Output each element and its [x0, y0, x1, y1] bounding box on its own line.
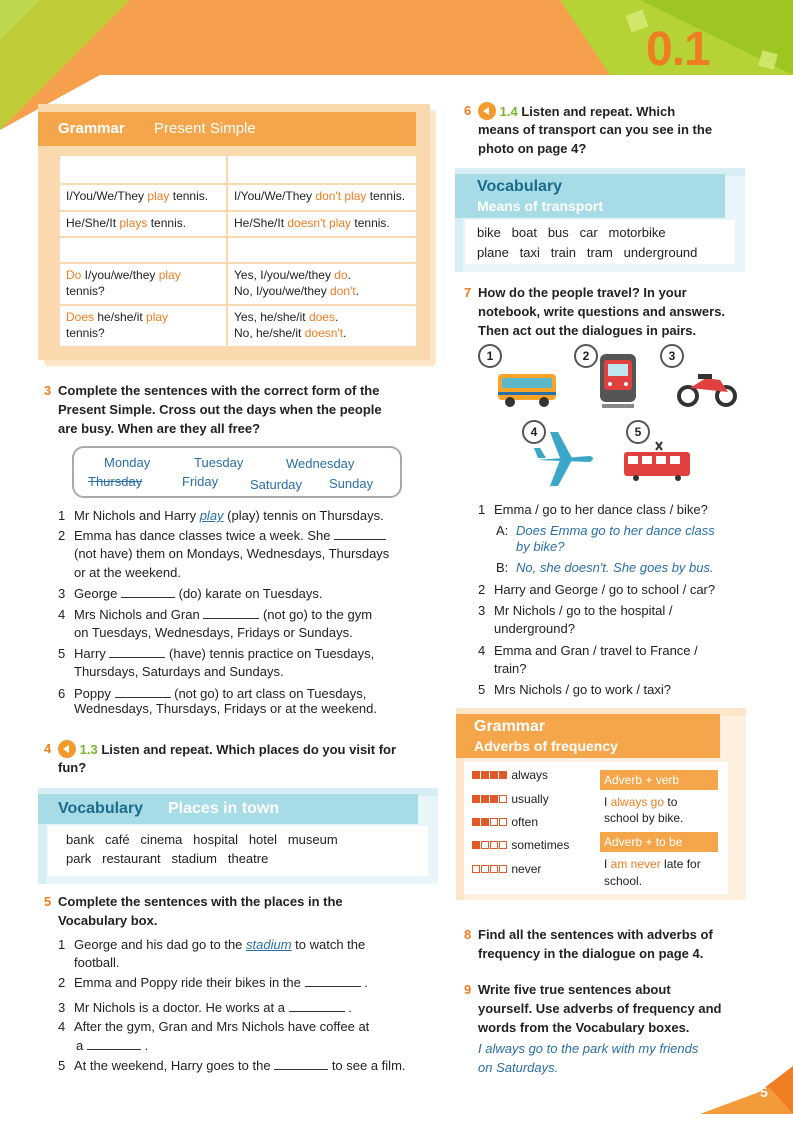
adverb-always: always	[472, 768, 548, 782]
vocab-transport-row-2: plane taxi train tram underground	[477, 245, 698, 260]
day-friday: Friday	[182, 474, 219, 489]
unit-number: 0.1	[646, 23, 710, 76]
page-number: 5	[760, 1084, 768, 1100]
day-tuesday: Tuesday	[194, 455, 244, 470]
question-row-2: Does he/she/it play tennis?	[60, 306, 226, 346]
question-row-1: Do I/you/we/they play tennis?	[60, 264, 226, 304]
tram-icon	[622, 440, 694, 482]
transport-pictures	[470, 340, 760, 490]
neg-row-1: I/You/We/They don't play tennis.	[228, 185, 416, 210]
pic-label-1: 1	[478, 344, 502, 368]
aff-row-1: I/You/We/They play tennis.	[60, 185, 226, 210]
exercise-5: 5 Complete the sentences with the places in the Vocabulary box.	[44, 894, 343, 928]
adverb-tobe-example: I am never late for school.	[604, 857, 701, 888]
adverbs-title: Grammar	[474, 718, 546, 735]
vocab-places-title: Vocabulary	[58, 800, 144, 817]
day-wednesday: Wednesday	[286, 456, 355, 471]
exercise-8: 8 Find all the sentences with adverbs of frequency in the dialogue on page 4.	[464, 927, 713, 961]
exercise-9: 9 Write five true sentences about yourself. Use adverbs of frequency and words from the Vocabulary boxes.	[464, 982, 722, 1035]
short-answer-row-2: Yes, he/she/it does. No, he/she/it doesn't.	[228, 306, 416, 346]
days-box	[72, 446, 402, 498]
question-header: ?	[60, 238, 226, 262]
grammar-title: Grammar	[58, 120, 125, 137]
day-sunday: Sunday	[329, 476, 374, 491]
motorbike-icon	[676, 368, 738, 408]
vocab-transport-title: Vocabulary	[477, 178, 563, 195]
adverb-never: never	[472, 862, 541, 876]
short-answers-header: Short answers	[228, 238, 416, 262]
grammar-present-simple-box	[38, 104, 436, 366]
train-icon	[598, 352, 638, 412]
vocab-transport-box	[455, 168, 745, 272]
page-corner	[680, 1066, 793, 1114]
grammar-subtitle: Present Simple	[154, 120, 256, 137]
exercise-9-answer: I always go to the park with my friends on Saturdays.	[478, 1041, 699, 1075]
short-answer-row-1: Yes, I/you/we/they do. No, I/you/we/they don't.	[228, 264, 416, 304]
day-saturday: Saturday	[250, 477, 303, 492]
exercise-4: 4 1.3 Listen and repeat. Which places do you visit for fun?	[44, 741, 397, 775]
pic-label-2: 2	[574, 344, 598, 368]
neg-row-2: He/She/It doesn't play tennis.	[228, 212, 416, 236]
adverb-often: often	[472, 815, 538, 829]
vocab-transport-row-1: bike boat bus car motorbike	[477, 225, 666, 240]
speaker-icon[interactable]	[58, 740, 76, 758]
exercise-7: 7 How do the people travel? In your notebook, write questions and answers. Then act out the dialogues in pairs.	[464, 285, 726, 338]
adverb-verb-example: I always go to school by bike.	[604, 795, 684, 825]
vocab-places-row-2: park restaurant stadium theatre	[66, 851, 269, 866]
adverb-tobe-header: Adverb + to be	[600, 832, 718, 852]
vocab-places-box	[38, 788, 438, 884]
vocab-places-subtitle: Places in town	[168, 800, 280, 817]
adverb-sometimes: sometimes	[472, 838, 569, 852]
vocab-places-row-1: bank café cinema hospital hotel museum	[66, 832, 338, 847]
minus-header: –	[228, 156, 416, 183]
pic-label-4: 4	[522, 420, 546, 444]
aff-row-2: He/She/It plays tennis.	[60, 212, 226, 236]
vocab-transport-subtitle: Means of transport	[477, 198, 604, 214]
bus-icon	[496, 370, 560, 410]
speaker-icon[interactable]	[478, 102, 496, 120]
pic-label-3: 3	[660, 344, 684, 368]
pic-label-5: 5	[626, 420, 650, 444]
exercise-6: 6 1.4 Listen and repeat. Which means of transport can you see in the photo on page 4?	[464, 103, 713, 156]
adverb-verb-header: Adverb + verb	[600, 770, 718, 790]
exercise-3: 3 Complete the sentences with the correct form of the Present Simple. Cross out the days when the people are busy. When are they all free?	[44, 383, 382, 436]
adverbs-subtitle: Adverbs of frequency	[474, 738, 618, 754]
plus-header: +	[60, 156, 226, 183]
adverb-usually: usually	[472, 792, 549, 806]
day-monday: Monday	[104, 455, 151, 470]
plane-icon	[530, 428, 596, 488]
day-thursday: Thursday	[88, 474, 143, 489]
grammar-adverbs-box	[456, 708, 746, 900]
top-banner	[0, 0, 793, 80]
